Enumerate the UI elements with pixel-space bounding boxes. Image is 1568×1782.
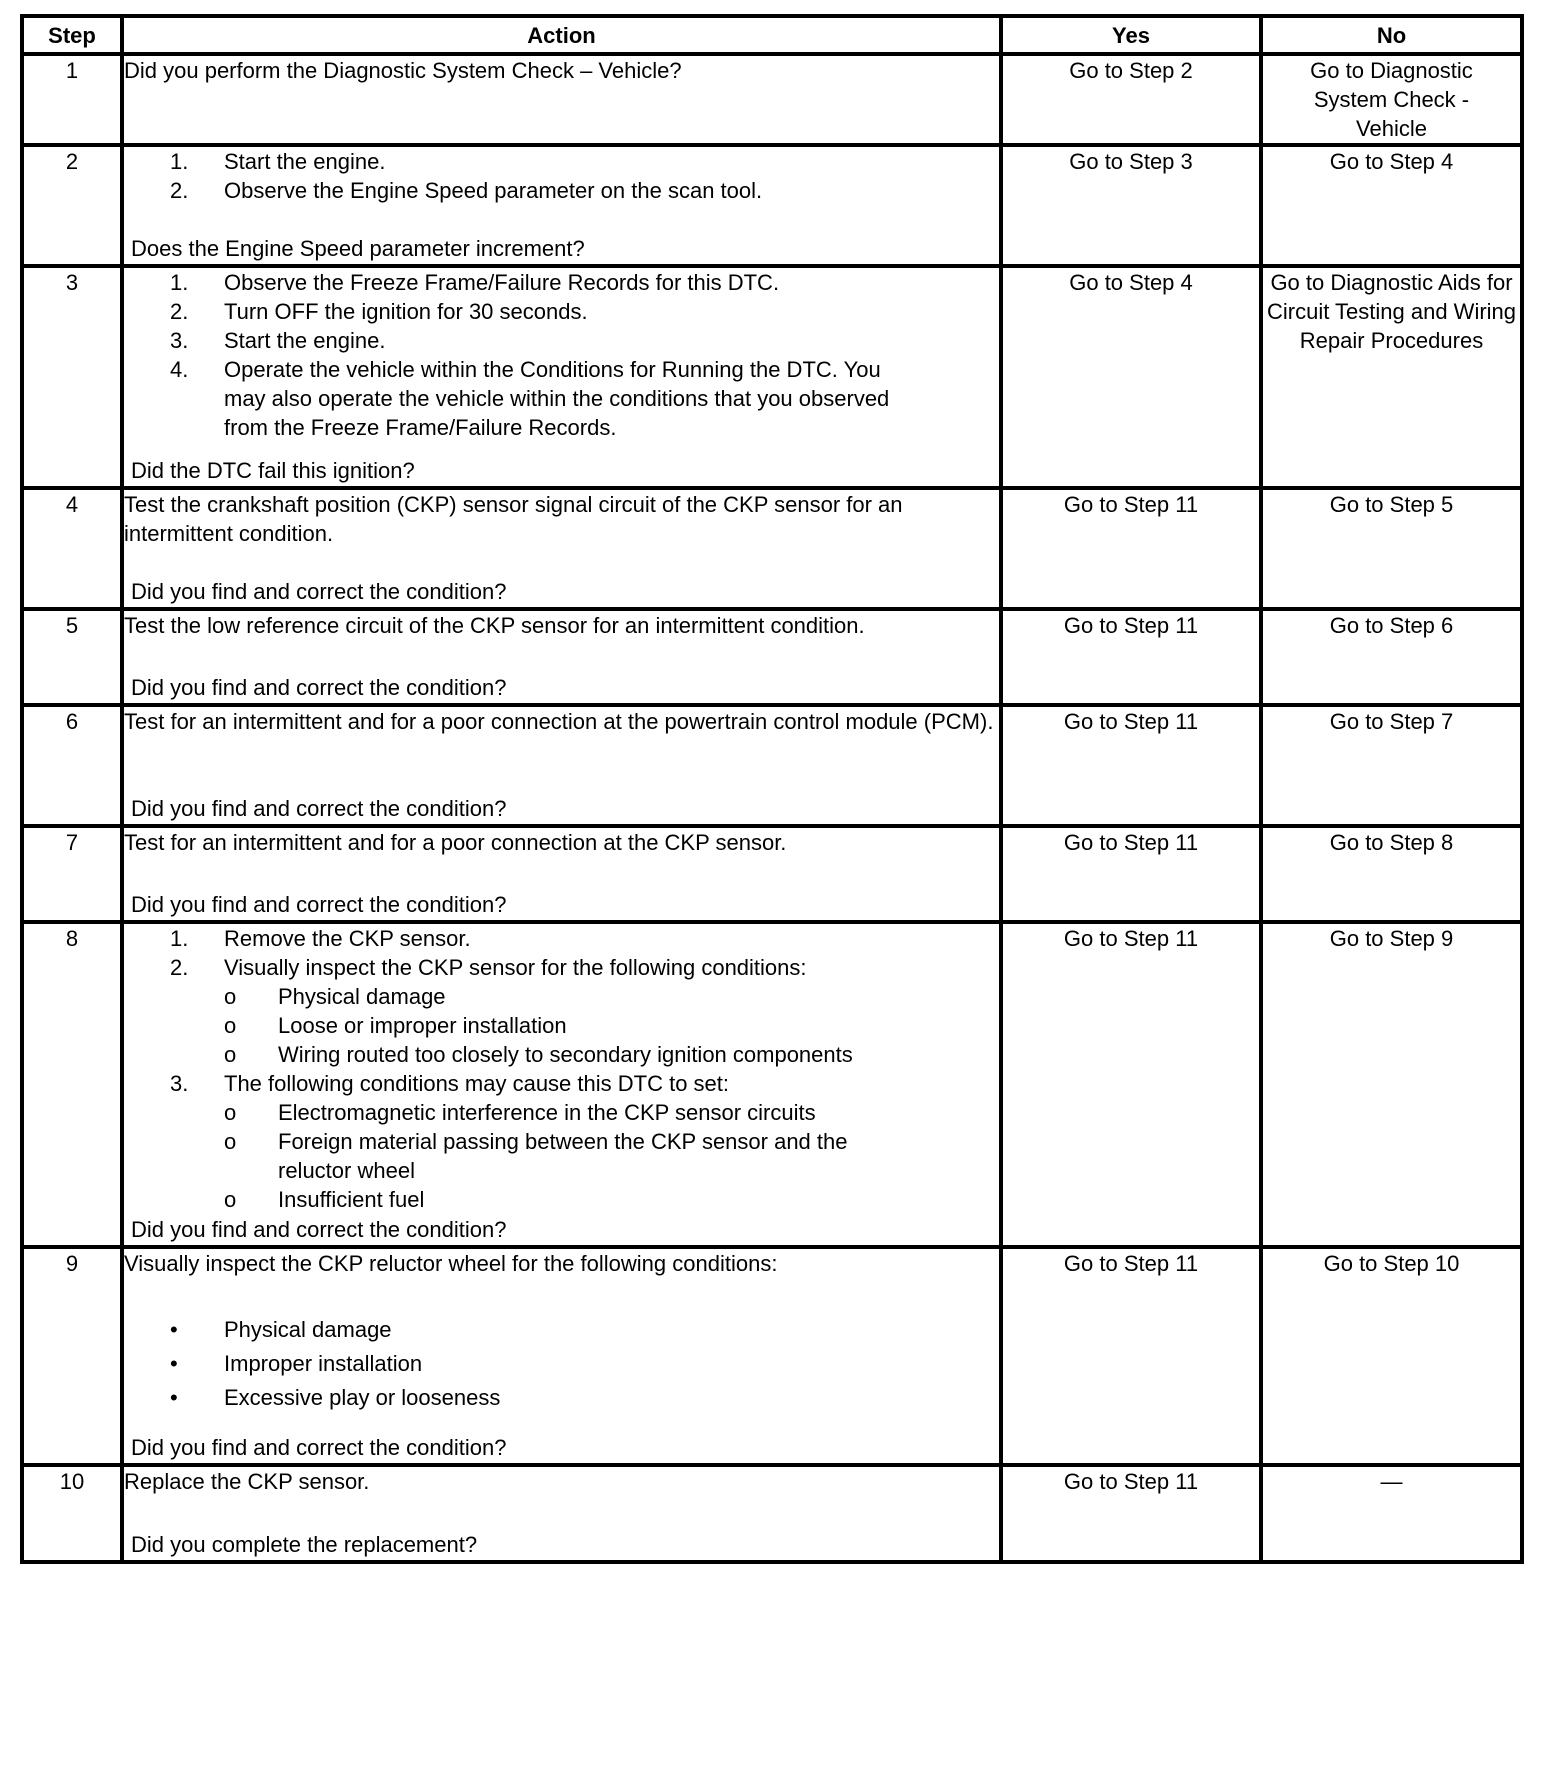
bullet-item: • Physical damage	[170, 1317, 392, 1342]
yes-cell: Go to Step 11	[1001, 922, 1261, 1247]
action-cell	[122, 1247, 1001, 1465]
table-row	[22, 609, 1522, 705]
list-item: 3. Start the engine.	[170, 328, 386, 353]
question-text: Did the DTC fail this ignition?	[131, 458, 415, 483]
no-cell: Go to Step 9	[1261, 922, 1522, 1247]
table-row	[22, 488, 1522, 609]
action-text: Test the low reference circuit of the CKP sensor for an intermittent condition.	[124, 613, 865, 638]
action-cell	[122, 1465, 1001, 1562]
no-cell: Go to Step 10	[1261, 1247, 1522, 1465]
step-number: 8	[22, 922, 122, 1247]
list-item: 3. The following conditions may cause this DTC to set:	[170, 1071, 730, 1096]
no-cell: Go to Step 5	[1261, 488, 1522, 609]
header-no: No	[1261, 16, 1522, 54]
step-number: 6	[22, 705, 122, 826]
table-row	[22, 922, 1522, 1247]
list-item: 2. Turn OFF the ignition for 30 seconds.	[170, 299, 588, 324]
step-number: 4	[22, 488, 122, 609]
action-text: Replace the CKP sensor.	[124, 1469, 370, 1494]
table-row	[22, 1465, 1522, 1562]
header-yes: Yes	[1001, 16, 1261, 54]
table-row	[22, 54, 1522, 145]
question-text: Did you find and correct the condition?	[131, 796, 507, 821]
question-text: Did you find and correct the condition?	[131, 892, 507, 917]
action-cell	[122, 609, 1001, 705]
step-number: 7	[22, 826, 122, 922]
step-number: 5	[22, 609, 122, 705]
question-text: Does the Engine Speed parameter increment?	[131, 236, 585, 261]
yes-cell: Go to Step 11	[1001, 1465, 1261, 1562]
table-row	[22, 145, 1522, 266]
step-number: 10	[22, 1465, 122, 1562]
bullet-item: • Excessive play or looseness	[170, 1385, 501, 1410]
table-row	[22, 705, 1522, 826]
action-cell	[122, 54, 1001, 145]
sub-list-item: o Loose or improper installation	[224, 1013, 567, 1038]
bullet-list	[170, 1315, 999, 1417]
list-item: 1. Start the engine.	[170, 149, 386, 174]
list-item: 2. Observe the Engine Speed parameter on the scan tool.	[170, 178, 763, 203]
numbered-list	[170, 1069, 999, 1098]
no-cell: Go to Step 6	[1261, 609, 1522, 705]
sub-list-item: o Electromagnetic interference in the CKP sensor circuits	[224, 1100, 816, 1125]
numbered-list	[170, 924, 999, 982]
table-row	[22, 1247, 1522, 1465]
yes-cell: Go to Step 11	[1001, 488, 1261, 609]
no-text: Go to Diagnostic System Check - Vehicle	[1310, 58, 1473, 141]
action-cell	[122, 266, 1001, 488]
no-cell	[1261, 54, 1522, 145]
no-cell: Go to Step 8	[1261, 826, 1522, 922]
numbered-list	[170, 268, 999, 442]
sub-list	[224, 1098, 999, 1214]
list-item: 2. Visually inspect the CKP sensor for the following conditions:	[170, 955, 807, 980]
sub-list-item: o Physical damage	[224, 984, 446, 1009]
step-number: 9	[22, 1247, 122, 1465]
no-cell: Go to Diagnostic Aids for Circuit Testing and Wiring Repair Procedures	[1261, 266, 1522, 488]
header-step: Step	[22, 16, 122, 54]
yes-cell: Go to Step 2	[1001, 54, 1261, 145]
action-cell	[122, 488, 1001, 609]
action-text: Test for an intermittent and for a poor connection at the CKP sensor.	[124, 830, 787, 855]
no-cell: Go to Step 7	[1261, 705, 1522, 826]
step-number: 1	[22, 54, 122, 145]
no-cell: —	[1261, 1465, 1522, 1562]
yes-cell: Go to Step 11	[1001, 826, 1261, 922]
yes-cell: Go to Step 11	[1001, 1247, 1261, 1465]
action-text: Visually inspect the CKP reluctor wheel for the following conditions:	[124, 1251, 778, 1276]
sub-list-item: o Insufficient fuel	[224, 1187, 425, 1212]
list-item: 1. Remove the CKP sensor.	[170, 926, 471, 951]
numbered-list	[170, 147, 999, 205]
yes-cell: Go to Step 3	[1001, 145, 1261, 266]
yes-cell: Go to Step 4	[1001, 266, 1261, 488]
yes-cell: Go to Step 11	[1001, 705, 1261, 826]
sub-list-item: o Wiring routed too closely to secondary ignition components	[224, 1042, 853, 1067]
action-cell	[122, 922, 1001, 1247]
list-item: 1. Observe the Freeze Frame/Failure Records for this DTC.	[170, 270, 780, 295]
action-text: Test the crankshaft position (CKP) sensor signal circuit of the CKP sensor for an intermittent condition.	[124, 492, 903, 546]
no-cell: Go to Step 4	[1261, 145, 1522, 266]
bullet-item: • Improper installation	[170, 1351, 423, 1376]
header-row	[22, 16, 1522, 54]
question-text: Did you find and correct the condition?	[131, 675, 507, 700]
question-text: Did you find and correct the condition?	[131, 1217, 507, 1242]
header-action: Action	[122, 16, 1001, 54]
question-text: Did you find and correct the condition?	[131, 579, 507, 604]
action-text: Test for an intermittent and for a poor connection at the powertrain control module (PCM).	[124, 709, 994, 734]
action-cell	[122, 145, 1001, 266]
action-text: Did you perform the Diagnostic System Check – Vehicle?	[124, 58, 682, 83]
step-number: 3	[22, 266, 122, 488]
sub-list	[224, 982, 999, 1069]
diagnostic-table	[20, 14, 1524, 1564]
table-row	[22, 266, 1522, 488]
action-cell	[122, 826, 1001, 922]
list-item: 4. Operate the vehicle within the Conditions for Running the DTC. You may also operate the vehicle within the conditions that you observed from the Freeze Frame/Failure Records.	[170, 357, 890, 440]
question-text: Did you complete the replacement?	[131, 1532, 478, 1557]
step-number: 2	[22, 145, 122, 266]
question-text: Did you find and correct the condition?	[131, 1435, 507, 1460]
action-cell	[122, 705, 1001, 826]
table-row	[22, 826, 1522, 922]
yes-cell: Go to Step 11	[1001, 609, 1261, 705]
sub-list-item: o Foreign material passing between the CKP sensor and the reluctor wheel	[224, 1129, 848, 1183]
